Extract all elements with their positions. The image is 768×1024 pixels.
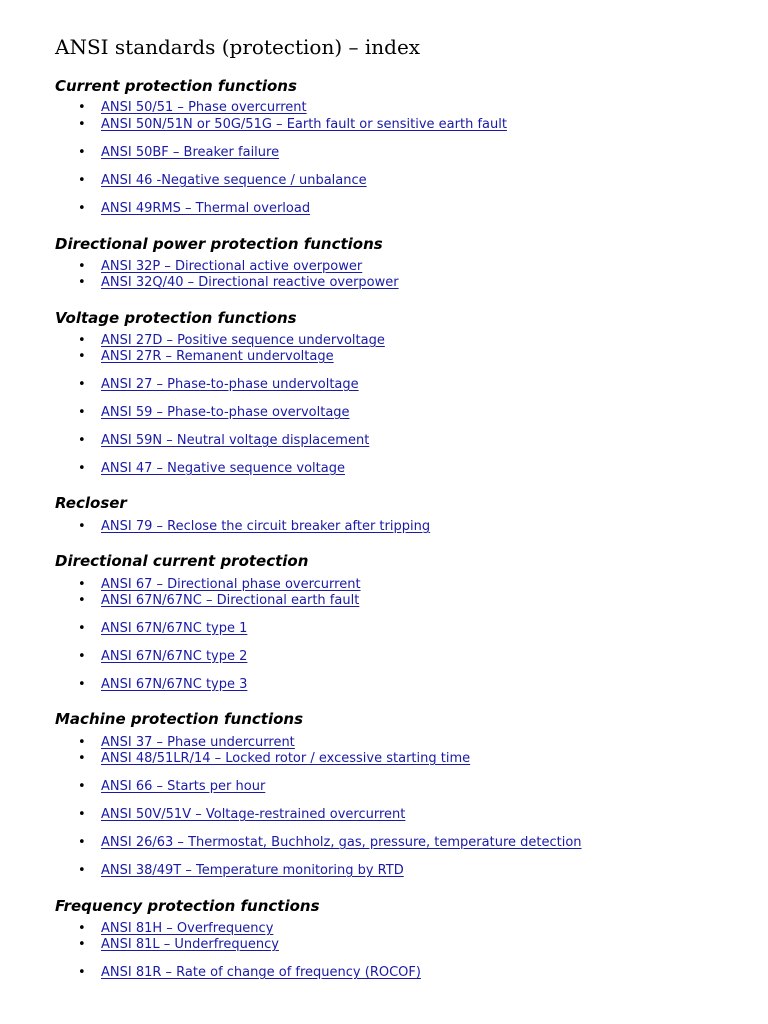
- section-heading: Frequency protection functions: [55, 897, 320, 915]
- bullet-icon: •: [78, 621, 86, 636]
- standard-link[interactable]: ANSI 81R – Rate of change of frequency (ROCOF): [101, 965, 421, 980]
- bullet-icon: •: [78, 649, 86, 664]
- bullet-icon: •: [78, 519, 86, 534]
- bullet-icon: •: [78, 145, 86, 160]
- standard-link[interactable]: ANSI 47 – Negative sequence voltage: [101, 461, 345, 476]
- bullet-icon: •: [78, 965, 86, 980]
- standard-link[interactable]: ANSI 67N/67NC – Directional earth fault: [101, 593, 360, 608]
- standard-link[interactable]: ANSI 59N – Neutral voltage displacement: [101, 433, 370, 448]
- standard-link[interactable]: ANSI 49RMS – Thermal overload: [101, 201, 311, 216]
- standard-link[interactable]: ANSI 66 – Starts per hour: [101, 779, 266, 794]
- standard-link[interactable]: ANSI 67N/67NC type 3: [101, 677, 248, 692]
- bullet-icon: •: [78, 100, 86, 115]
- standard-link[interactable]: ANSI 50/51 – Phase overcurrent: [101, 100, 307, 115]
- bullet-icon: •: [78, 461, 86, 476]
- bullet-icon: •: [78, 405, 86, 420]
- standard-link[interactable]: ANSI 46 -Negative sequence / unbalance: [101, 173, 367, 188]
- section-heading: Directional power protection functions: [55, 235, 383, 253]
- section-heading: Machine protection functions: [55, 710, 304, 728]
- bullet-icon: •: [78, 779, 86, 794]
- standard-link[interactable]: ANSI 26/63 – Thermostat, Buchholz, gas, pressure, temperature detection: [101, 835, 582, 850]
- standard-link[interactable]: ANSI 32Q/40 – Directional reactive overpower: [101, 275, 399, 290]
- bullet-icon: •: [78, 921, 86, 936]
- bullet-icon: •: [78, 835, 86, 850]
- standard-link[interactable]: ANSI 27D – Positive sequence undervoltage: [101, 333, 385, 348]
- standard-link[interactable]: ANSI 81L – Underfrequency: [101, 937, 279, 952]
- section-heading: Recloser: [55, 494, 127, 512]
- bullet-icon: •: [78, 863, 86, 878]
- standard-link[interactable]: ANSI 81H – Overfrequency: [101, 921, 274, 936]
- standard-link[interactable]: ANSI 67N/67NC type 2: [101, 649, 248, 664]
- standard-link[interactable]: ANSI 67N/67NC type 1: [101, 621, 248, 636]
- bullet-icon: •: [78, 937, 86, 952]
- bullet-icon: •: [78, 377, 86, 392]
- standard-link[interactable]: ANSI 50V/51V – Voltage-restrained overcurrent: [101, 807, 406, 822]
- bullet-icon: •: [78, 577, 86, 592]
- bullet-icon: •: [78, 751, 86, 766]
- bullet-icon: •: [78, 117, 86, 132]
- bullet-icon: •: [78, 275, 86, 290]
- standard-link[interactable]: ANSI 59 – Phase-to-phase overvoltage: [101, 405, 350, 420]
- standard-link[interactable]: ANSI 27 – Phase-to-phase undervoltage: [101, 377, 359, 392]
- bullet-icon: •: [78, 807, 86, 822]
- bullet-icon: •: [78, 259, 86, 274]
- standard-link[interactable]: ANSI 38/49T – Temperature monitoring by RTD: [101, 863, 404, 878]
- standard-link[interactable]: ANSI 32P – Directional active overpower: [101, 259, 363, 274]
- page-title: ANSI standards (protection) – index: [55, 35, 421, 59]
- standard-link[interactable]: ANSI 37 – Phase undercurrent: [101, 735, 295, 750]
- standard-link[interactable]: ANSI 67 – Directional phase overcurrent: [101, 577, 361, 592]
- bullet-icon: •: [78, 433, 86, 448]
- section-heading: Directional current protection: [55, 552, 309, 570]
- bullet-icon: •: [78, 593, 86, 608]
- bullet-icon: •: [78, 677, 86, 692]
- standard-link[interactable]: ANSI 27R – Remanent undervoltage: [101, 349, 334, 364]
- section-heading: Voltage protection functions: [55, 309, 297, 327]
- standard-link[interactable]: ANSI 50N/51N or 50G/51G – Earth fault or sensitive earth fault: [101, 117, 507, 132]
- standard-link[interactable]: ANSI 48/51LR/14 – Locked rotor / excessive starting time: [101, 751, 471, 766]
- bullet-icon: •: [78, 201, 86, 216]
- bullet-icon: •: [78, 173, 86, 188]
- bullet-icon: •: [78, 349, 86, 364]
- bullet-icon: •: [78, 735, 86, 750]
- bullet-icon: •: [78, 333, 86, 348]
- standard-link[interactable]: ANSI 79 – Reclose the circuit breaker after tripping: [101, 519, 431, 534]
- section-heading: Current protection functions: [55, 77, 297, 95]
- standard-link[interactable]: ANSI 50BF – Breaker failure: [101, 145, 280, 160]
